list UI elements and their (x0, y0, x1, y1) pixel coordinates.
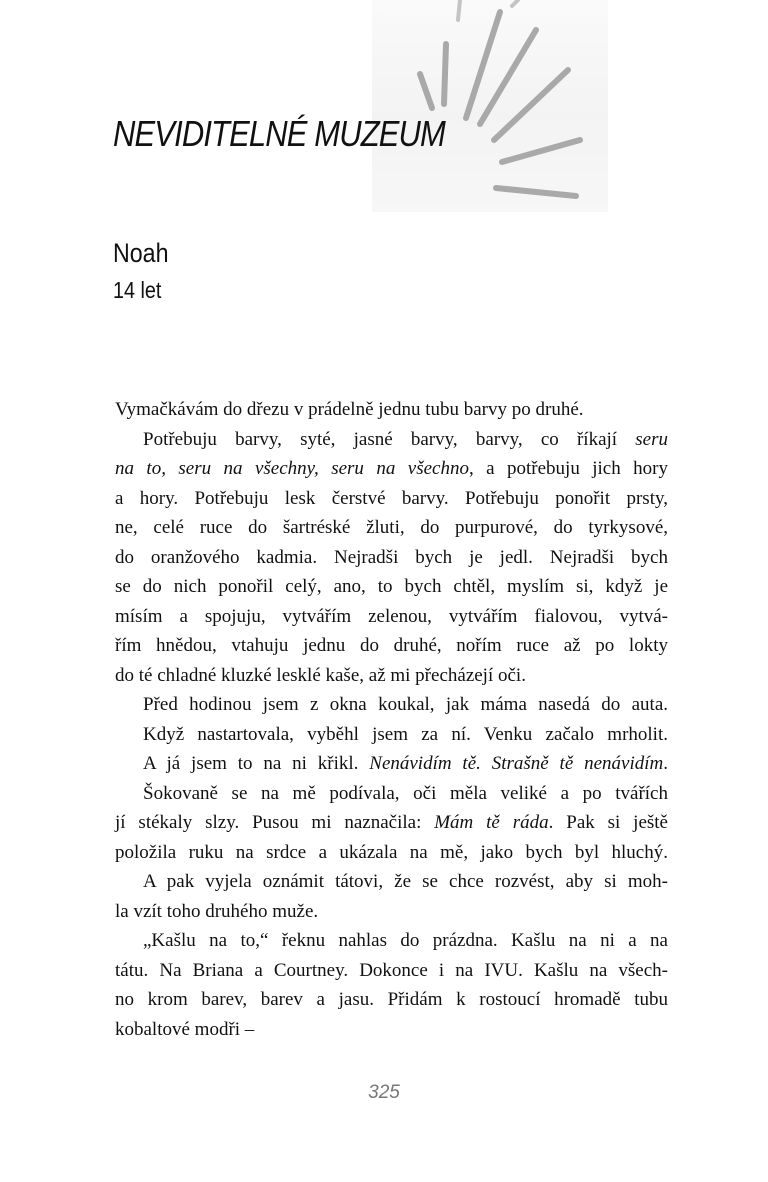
text-line: ne, celé ruce do šartréské žluti, do purpurové, do tyrkysové, (115, 517, 668, 538)
text-line: jí stékaly slzy. Pusou mi naznačila: Mám tě ráda. Pak si ještě (115, 812, 668, 833)
text-line: A pak vyjela oznámit tátovi, že se chce rozvést, aby si moh- (143, 871, 668, 892)
text-line: la vzít toho druhého muže. (115, 900, 319, 922)
text-line: a hory. Potřebuju lesk čerstvé barvy. Potřebuju ponořit prsty, (115, 487, 668, 509)
narrator-name: Noah (113, 238, 169, 268)
text-line: Vymačkávám do dřezu v prádelně jednu tubu barvy po druhé. (115, 399, 584, 420)
page-number: 325 (368, 1082, 400, 1103)
text-line: řím hnědou, vtahuju jednu do druhé, nořím ruce až po lokty (115, 635, 668, 656)
chapter-body (115, 395, 668, 1044)
text-line: se do nich ponořil celý, ano, to bych chtěl, myslím si, když je (115, 576, 668, 597)
narrator-age: 14 let (113, 277, 162, 303)
text-line: tátu. Na Briana a Courtney. Dokonce i na IVU. Kašlu na všech- (115, 959, 668, 981)
text-line: „Kašlu na to,“ řeknu nahlas do prázdna. Kašlu na ni a na (143, 930, 668, 951)
text-line: A já jsem to na ni křikl. Nenávidím tě. Strašně tě nenávidím. (143, 753, 668, 774)
sunburst-rays-icon (372, 0, 608, 212)
text-line: kobaltové modři – (115, 1018, 255, 1040)
text-line: mísím a spojuju, vytvářím zelenou, vytvářím fialovou, vytvá- (115, 605, 668, 627)
text-line: Před hodinou jsem z okna koukal, jak máma nasedá do auta. (143, 694, 668, 715)
text-line: na to, seru na všechny, seru na všechno, a potřebuju jich hory (115, 458, 668, 479)
text-line: do té chladné kluzké lesklé kaše, až mi přecházejí oči. (115, 664, 526, 686)
text-line: Když nastartovala, vyběhl jsem za ní. Venku začalo mrholit. (143, 723, 668, 745)
text-line: Šokovaně se na mě podívala, oči měla veliké a po tvářích (143, 782, 668, 804)
text-line: Potřebuju barvy, syté, jasné barvy, barvy, co říkají seru (143, 428, 668, 450)
chapter-title: NEVIDITELNÉ MUZEUM (113, 113, 446, 154)
text-line: položila ruku na srdce a ukázala na mě, jako bych byl hluchý. (115, 841, 668, 863)
text-line: no krom barev, barev a jasu. Přidám k rostoucí hromadě tubu (115, 989, 668, 1010)
text-line: do oranžového kadmia. Nejradši bych je jedl. Nejradši bych (115, 546, 668, 568)
